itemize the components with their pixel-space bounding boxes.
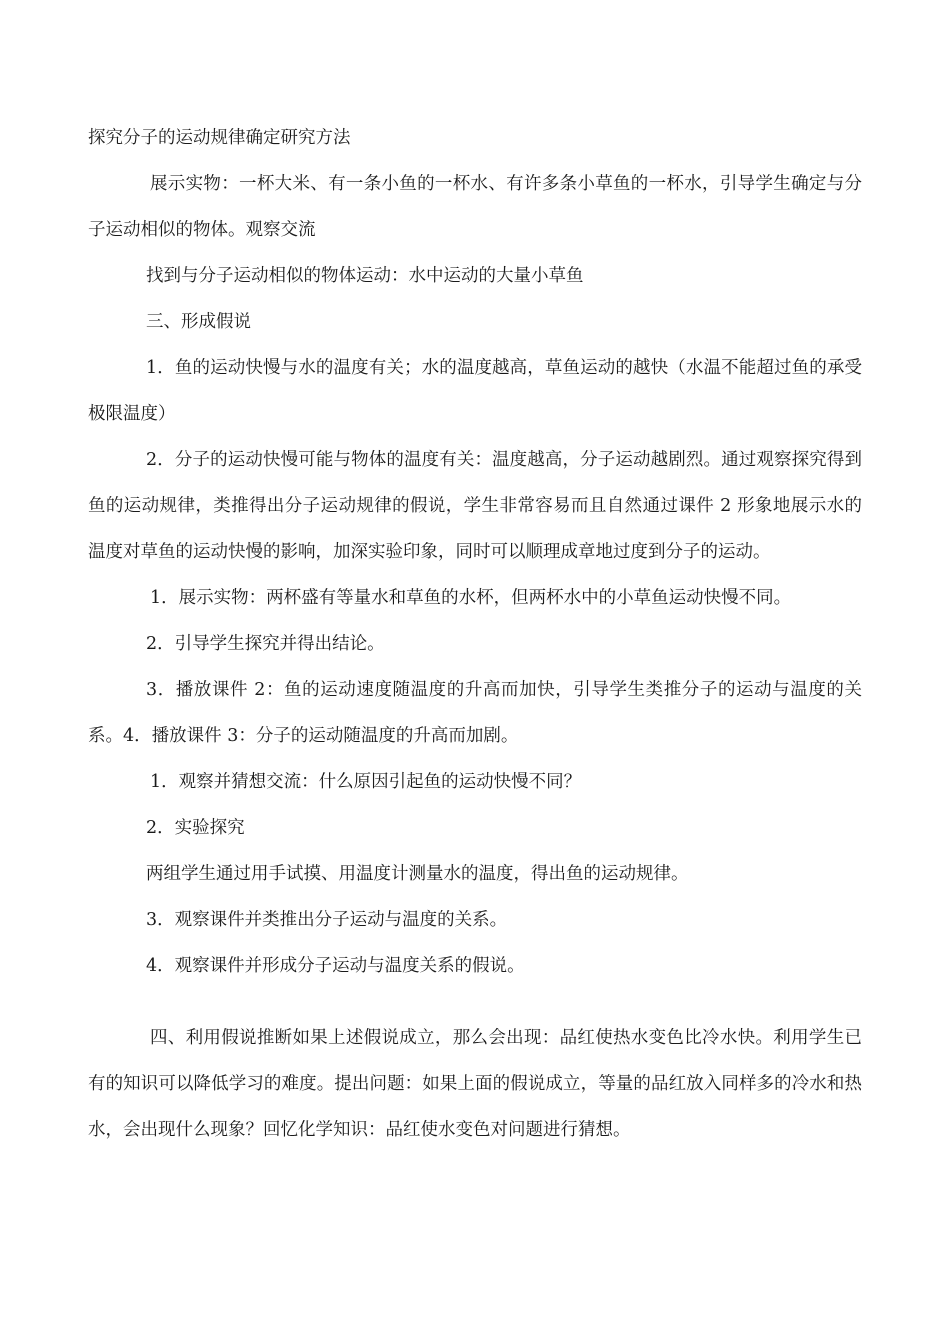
paragraph-show-objects: 展示实物：一杯大米、有一条小鱼的一杯水、有许多条小草鱼的一杯水，引导学生确定与分子运动相似的物体。观察交流 <box>88 174 862 240</box>
paragraph-hypothesis-2: 2．分子的运动快慢可能与物体的温度有关：温度越高，分子运动越剧烈。通过观察探究得到鱼的运动规律，类推得出分子运动规律的假说，学生非常容易而且自然通过课件 2 形象地展示水的温度对草鱼的运动快慢的影响，加深实验印象，同时可以顺理成章地过度到分子的运动。 <box>88 450 862 562</box>
paragraph-step-form: 4．观察课件并形成分子运动与温度关系的假说。 <box>146 956 525 976</box>
paragraph-step-infer: 3．观察课件并类推出分子运动与温度的关系。 <box>146 910 508 930</box>
paragraph-step-experiment: 2．实验探究 <box>146 818 245 838</box>
paragraph-step-guide: 2．引导学生探究并得出结论。 <box>146 634 385 654</box>
paragraph-step-observe: 1．观察并猜想交流：什么原因引起鱼的运动快慢不同？ <box>150 772 582 792</box>
paragraph-gap <box>88 989 862 1015</box>
paragraph-step-show: 1．展示实物：两杯盛有等量水和草鱼的水杯，但两杯水中的小草鱼运动快慢不同。 <box>150 588 792 608</box>
section-heading-hypothesis: 三、形成假说 <box>146 312 251 332</box>
paragraph-section-four: 四、利用假说推断如果上述假说成立，那么会出现：品红使热水变色比冷水快。利用学生已有的知识可以降低学习的难度。提出问题：如果上面的假说成立，等量的品红放入同样多的冷水和热水，会出现什么现象？回忆化学知识：品红使水变色对问题进行猜想。 <box>88 1028 862 1140</box>
document-page <box>88 115 862 1153</box>
paragraph-hypothesis-1: 1．鱼的运动快慢与水的温度有关；水的温度越高，草鱼运动的越快（水温不能超过鱼的承受极限温度） <box>88 358 862 424</box>
paragraph-step-courseware: 3．播放课件 2：鱼的运动速度随温度的升高而加快，引导学生类推分子的运动与温度的关系。4．播放课件 3：分子的运动随温度的升高而加剧。 <box>88 680 862 746</box>
paragraph-step-measure: 两组学生通过用手试摸、用温度计测量水的温度，得出鱼的运动规律。 <box>146 864 689 884</box>
paragraph-find-similar: 找到与分子运动相似的物体运动：水中运动的大量小草鱼 <box>146 266 584 286</box>
paragraph-heading-method: 探究分子的运动规律确定研究方法 <box>88 128 351 148</box>
